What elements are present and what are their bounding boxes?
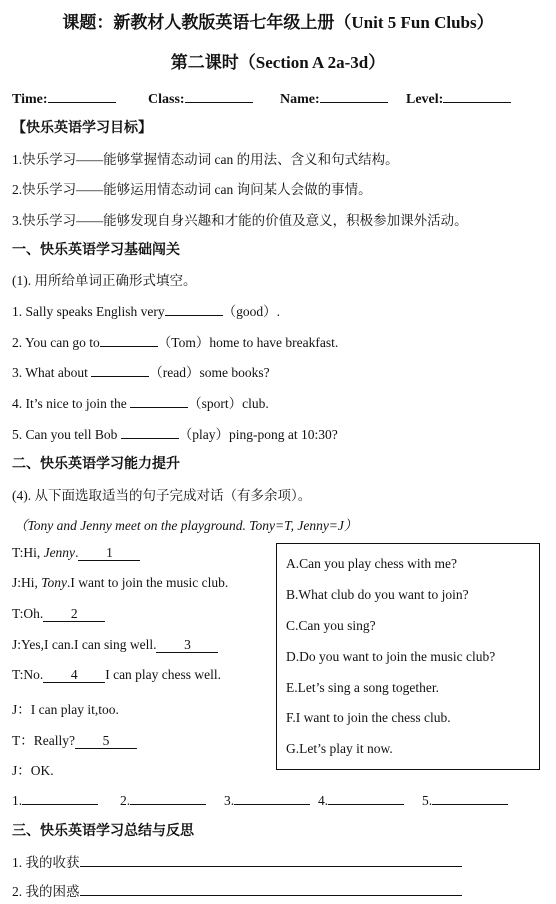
section1-heading: 一、快乐英语学习基础闯关: [12, 243, 180, 258]
option-item: D.Do you want to join the music club?: [286, 649, 496, 664]
dialogue-line: T:Oh. 2: [12, 606, 105, 622]
reflection-blank[interactable]: [80, 881, 462, 896]
dialogue-line: J:Hi, Tony.I want to join the music club.: [12, 575, 229, 590]
class-label: Class:: [148, 92, 185, 107]
option-item: G.Let’s play it now.: [286, 741, 393, 756]
answer-slot: 1.: [12, 790, 98, 809]
exercise-item: 2. You can go to （Tom）home to have breakfast.: [12, 331, 338, 351]
answer-blank[interactable]: [328, 790, 404, 805]
answer-blank[interactable]: [234, 790, 310, 805]
answer-blank[interactable]: [121, 424, 179, 439]
option-item: F.I want to join the chess club.: [286, 710, 451, 725]
option-item: A.Can you play chess with me?: [286, 556, 457, 571]
name-blank[interactable]: [320, 88, 388, 103]
goals-heading: 【快乐英语学习目标】: [12, 121, 152, 136]
answer-blank[interactable]: [130, 790, 206, 805]
exercise-item: 4. It’s nice to join the （sport）club.: [12, 392, 269, 412]
goal-item: 2.快乐学习——能够运用情态动词 can 询问某人会做的事情。: [12, 182, 372, 197]
goal-item: 3.快乐学习——能够发现自身兴趣和才能的价值及意义，积极参加课外活动。: [12, 213, 468, 228]
answer-blank[interactable]: [165, 301, 223, 316]
time-field: [12, 88, 116, 108]
answer-blank[interactable]: [432, 790, 508, 805]
name-label: Name:: [280, 92, 320, 107]
options-box: [276, 543, 540, 770]
page-title: 课题：新教材人教版英语七年级上册（Unit 5 Fun Clubs）: [62, 13, 494, 32]
option-item: B.What club do you want to join?: [286, 587, 469, 602]
level-blank[interactable]: [443, 88, 511, 103]
answer-blank[interactable]: [91, 362, 149, 377]
reflection-item: 1. 我的收获: [12, 851, 462, 871]
level-label: Level:: [406, 92, 444, 107]
dialogue-line: T：Really? 5: [12, 729, 137, 749]
dialogue-line: T:No. 4 I can play chess well.: [12, 667, 222, 682]
dialogue-blank[interactable]: 3: [156, 638, 218, 653]
reflection-item: 2. 我的困惑: [12, 880, 462, 900]
dialogue-line: J:Yes,I can.I can sing well. 3: [12, 637, 218, 653]
section2-instruction: (4). 从下面选取适当的句子完成对话（有多余项）。: [12, 488, 312, 503]
answer-blank[interactable]: [130, 393, 188, 408]
section3-heading: 三、快乐英语学习总结与反思: [12, 824, 194, 839]
time-label: Time:: [12, 92, 48, 107]
dialogue-blank[interactable]: 2: [43, 607, 105, 622]
reflection-blank[interactable]: [80, 852, 462, 867]
goal-item: 1.快乐学习——能够掌握情态动词 can 的用法、含义和句式结构。: [12, 152, 399, 167]
name-field: [280, 88, 388, 108]
option-item: C.Can you sing?: [286, 618, 376, 633]
level-field: [406, 88, 511, 108]
answer-blank[interactable]: [100, 332, 158, 347]
dialogue-blank[interactable]: 1: [78, 546, 140, 561]
dialogue-line: J：OK.: [12, 763, 54, 778]
dialogue-blank[interactable]: 5: [75, 734, 137, 749]
dialogue-line: J：I can play it,too.: [12, 702, 119, 717]
dialogue-blank[interactable]: 4: [43, 668, 105, 683]
answer-slot: 3.: [224, 790, 310, 809]
page-subtitle: 第二课时（Section A 2a-3d）: [170, 53, 386, 72]
answer-slot: 4.: [318, 790, 404, 809]
dialogue-context: （Tony and Jenny meet on the playground. Tony=T, Jenny=J）: [14, 518, 358, 533]
section2-heading: 二、快乐英语学习能力提升: [12, 457, 180, 472]
class-blank[interactable]: [185, 88, 253, 103]
option-item: E.Let’s sing a song together.: [286, 680, 439, 695]
exercise-item: 1. Sally speaks English very （good）.: [12, 300, 280, 320]
answer-slot: 2.: [120, 790, 206, 809]
exercise-item: 3. What about （read）some books?: [12, 361, 270, 381]
exercise-item: 5. Can you tell Bob （play）ping-pong at 10:30?: [12, 423, 338, 443]
dialogue-line: T:Hi, Jenny. 1: [12, 545, 140, 561]
answer-blank[interactable]: [22, 790, 98, 805]
section1-instruction: (1). 用所给单词正确形式填空。: [12, 273, 197, 288]
answer-slot: 5.: [422, 790, 508, 809]
class-field: [148, 88, 253, 108]
time-blank[interactable]: [48, 88, 116, 103]
